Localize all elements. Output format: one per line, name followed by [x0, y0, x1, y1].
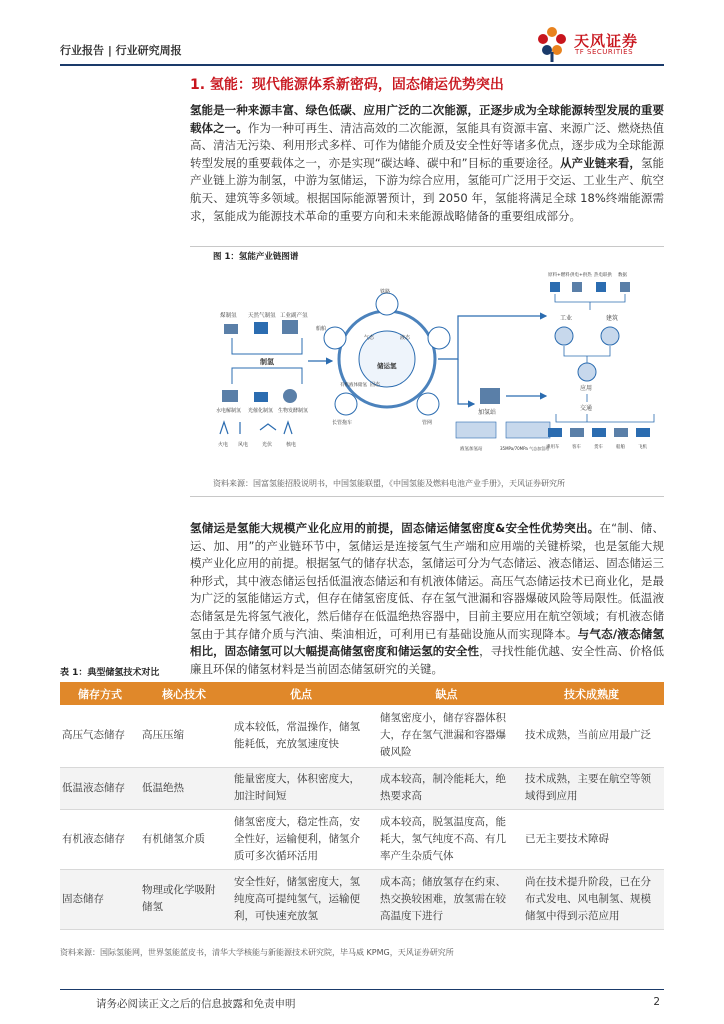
- footer-rule: [60, 989, 664, 990]
- cell-maturity: 技术成熟，当前应用最广泛: [519, 705, 664, 767]
- cell-method: 高压气态储存: [60, 705, 140, 767]
- figure-top-rule: [190, 246, 664, 247]
- intro-paragraph: [190, 102, 664, 225]
- plane-label: 飞机: [638, 445, 647, 450]
- cell-tech: 有机储氢介质: [140, 809, 228, 869]
- water-label: 水电解制氢: [216, 408, 242, 414]
- header-tech: 核心技术: [140, 682, 228, 705]
- solar-label: 光伏: [262, 442, 273, 448]
- station-type1: 液氢加氢站: [460, 447, 483, 452]
- organic-label: 有机液体储氢: [340, 383, 367, 388]
- footer-disclaimer: 请务必阅读正文之后的信息披露和免责申明: [96, 998, 296, 1010]
- header-rule: [60, 64, 664, 66]
- storage-body: 在“制、储、运、加、用”的产业链环节中，氢储运是连接氢气生产端和应用端的关键桥梁，也是氢能大规模产业化应用的前提。根据氢气的储存状态，氢储运可分为气态储运、液态储运、固态储运三种形式，其中液态储运包括低温液态储运和有机液体储运。高压气态储运技术已商业化，是最为广泛的氢能储运方式，但存在储氢密度低、存在氢气泄漏和容器爆破风险等局限性。低温液态储氢是先将氢气液化，然后储存在低温绝热容器中，目前主要应用在航空领域；有机液态储氢由于其存储介质与汽油、柴油相近，可利用已有基础设施从而实现降本。: [190, 521, 664, 641]
- section-title: 1. 氢能：现代能源体系新密码，固态储运优势突出: [190, 77, 504, 93]
- header-method: 储存方式: [60, 682, 140, 705]
- station-icon: [480, 388, 500, 404]
- cell-tech: 物理或化学吸附储氢: [140, 869, 228, 929]
- hydrogen-chain-diagram: [212, 264, 664, 466]
- production-label: 制氢: [260, 358, 274, 366]
- table-header-row: [60, 682, 664, 705]
- ship-label: 船舶: [316, 326, 327, 332]
- cell-cons: 储氢密度小，储存容器体积大，存在氢气泄漏和容器爆破风险: [374, 705, 519, 767]
- top-label-4: 数据: [618, 273, 627, 278]
- boat-label: 船舶: [616, 445, 625, 450]
- truck-label: 货车: [594, 445, 603, 450]
- solid-body: ，寻找性能优越、安全性高、价格低廉且环保的储氢材料是当前固态储氢研究的关键。: [190, 644, 664, 676]
- cell-pros: 能量密度大，体积密度大，加注时间短: [228, 767, 374, 809]
- car-label: 客车: [572, 445, 581, 450]
- building-label: 建筑: [606, 315, 619, 322]
- intro-body: 作为一种可再生、清洁高效的二次能源，氢能具有资源丰富、来源广泛、燃烧热值高、清洁无污染、利用形式多样、可作为储能介质及安全性好等诸多优点，逐步成为全球能源转型发展的重要载体之一，亦是实现“碳达峰、碳中和”目标的重要途径。: [190, 120, 664, 170]
- ship-node: [324, 327, 346, 349]
- figure-title: 图 1：氢能产业链图谱: [213, 252, 299, 262]
- intro-lead: 氢能是一种来源丰富、绿色低碳、应用广泛的二次能源，正逐步成为全球能源转型发展的重要载体之一。: [190, 103, 664, 135]
- solid-label: 固态: [370, 382, 381, 388]
- storage-label: 储运氢: [377, 362, 397, 370]
- cell-pros: 储氢密度大，稳定性高，安全性好，运输便利，储氢介质可多次循环活用: [228, 809, 374, 869]
- hydro-label: 火电: [218, 442, 229, 448]
- bus-label: 乘用车: [546, 445, 560, 450]
- pipeline-node: [417, 393, 439, 415]
- storage-ring: [316, 288, 450, 426]
- industrial-label: 工业副产氢: [280, 313, 308, 319]
- cell-tech: 低温绝热: [140, 767, 228, 809]
- factory-icon: [282, 320, 298, 334]
- header-cons: 缺点: [374, 682, 519, 705]
- solid-lead: 与气态/液态储氢相比，固态储氢可以大幅提高储氢密度和储运氢的安全性: [190, 626, 665, 659]
- table-row: [60, 767, 664, 809]
- wind-label: 风电: [238, 442, 249, 448]
- top-label-3: 热电联供: [594, 273, 612, 278]
- cell-method: 固态储存: [60, 869, 140, 929]
- cell-tech: 高压压缩: [140, 705, 228, 767]
- chain-body: 氢能产业链上游为制氢，中游为氢储运，下游为综合应用，氢能可广泛用于交运、工业生产、航空航天、建筑等多领域。根据国际能源署预计，到 2050 年，氢能将满足全球 18%终端能源需求，氢能成为能源技术革命的重要方向和未来能源战略储备的重要组成部分。: [190, 155, 665, 223]
- cell-maturity: 已无主要技术障碍: [519, 809, 664, 869]
- rail-label: 铁路: [380, 289, 391, 295]
- cell-cons: 成本较高，脱氢温度高，能耗大，氢气纯度不高、有几率产生杂质气体: [374, 809, 519, 869]
- station-type2: 35MPa/70MPa 气态加氢站: [500, 446, 550, 451]
- electrolysis-icon: [222, 390, 238, 402]
- top-label-1: 原料+燃料: [548, 273, 570, 278]
- coal-label: 煤制氢: [220, 313, 237, 319]
- cell-method: 低温液态储存: [60, 767, 140, 809]
- cell-maturity: 尚在技术提升阶段，已在分布式发电、风电制氢、规模储氢中得到示范应用: [519, 869, 664, 929]
- cell-method: 有机液态储存: [60, 809, 140, 869]
- rail-node: [376, 293, 398, 315]
- chain-lead: 从产业链来看，: [560, 155, 641, 170]
- tube-node: [335, 393, 357, 415]
- storage-lead: 氢储运是氢能大规模产业化应用的前提，固态储运储氢密度&安全性优势突出。: [190, 521, 600, 535]
- industry-label: 工业: [560, 315, 573, 322]
- hydrogen-station: [456, 388, 550, 452]
- cell-cons: 成本高；储放氢存在约束、热交换较困难，放氢需在较高温度下进行: [374, 869, 519, 929]
- coal-icon: [224, 324, 238, 334]
- logo-subtitle: TF SECURITIES: [575, 48, 634, 56]
- cell-pros: 安全性好，储氢密度大，氢纯度高可提纯氢气，运输便利，可快速充放氢: [228, 869, 374, 929]
- hydrogen-storage-table: [60, 682, 664, 930]
- table-source: 资料来源：国际氢能网，世界氢能蓝皮书，清华大学核能与新能源技术研究院，毕马威 KPMG，天风证券研究所: [60, 948, 454, 957]
- bio-label: 生物发酵制氢: [278, 408, 309, 414]
- table-row: [60, 705, 664, 767]
- photo-icon: [254, 392, 268, 402]
- pipeline-label: 管网: [422, 420, 433, 426]
- station-label: 加氢站: [478, 409, 497, 416]
- header-maturity: 技术成熟度: [519, 682, 664, 705]
- cell-cons: 成本较高，制冷能耗大，绝热要求高: [374, 767, 519, 809]
- gaseous-label: 气态: [364, 335, 375, 341]
- pipe-node: [428, 327, 450, 349]
- logo-mark-icon: [532, 22, 572, 62]
- top-label-2: 供电+供热: [570, 273, 592, 278]
- figure-source: 资料来源：国富氢能招股说明书，中国氢能联盟，《中国氢能及燃料电池产业手册》，天风证券研究所: [213, 479, 565, 488]
- cell-pros: 成本较低，常温操作，储氢能耗低，充放氢速度快: [228, 705, 374, 767]
- liquid-label: 液态: [400, 335, 411, 341]
- report-type: 行业报告 | 行业研究周报: [60, 44, 182, 57]
- header-pros: 优点: [228, 682, 374, 705]
- nuclear-label: 核电: [286, 442, 297, 448]
- gas-label: 天然气制氢: [248, 313, 276, 319]
- logo-name: 天风证券: [574, 32, 639, 50]
- photo-label: 光催化制氢: [248, 408, 274, 414]
- table-title: 表 1：典型储氢技术对比: [60, 668, 160, 678]
- application-tree: [546, 271, 654, 450]
- production-sources: [216, 311, 308, 448]
- page-number: 2: [653, 996, 660, 1008]
- table-row: [60, 809, 664, 869]
- gas-icon: [254, 322, 268, 334]
- company-logo: [532, 22, 664, 62]
- table-row: [60, 869, 664, 929]
- application-label: 应用: [580, 385, 593, 392]
- cell-maturity: 技术成熟，主要在航空等领域得到应用: [519, 767, 664, 809]
- tube-label: 长管拖车: [332, 420, 353, 426]
- storage-paragraph: [190, 520, 664, 678]
- transport-label: 交通: [580, 405, 593, 412]
- bio-icon: [283, 389, 297, 403]
- figure-bottom-rule: [190, 496, 664, 497]
